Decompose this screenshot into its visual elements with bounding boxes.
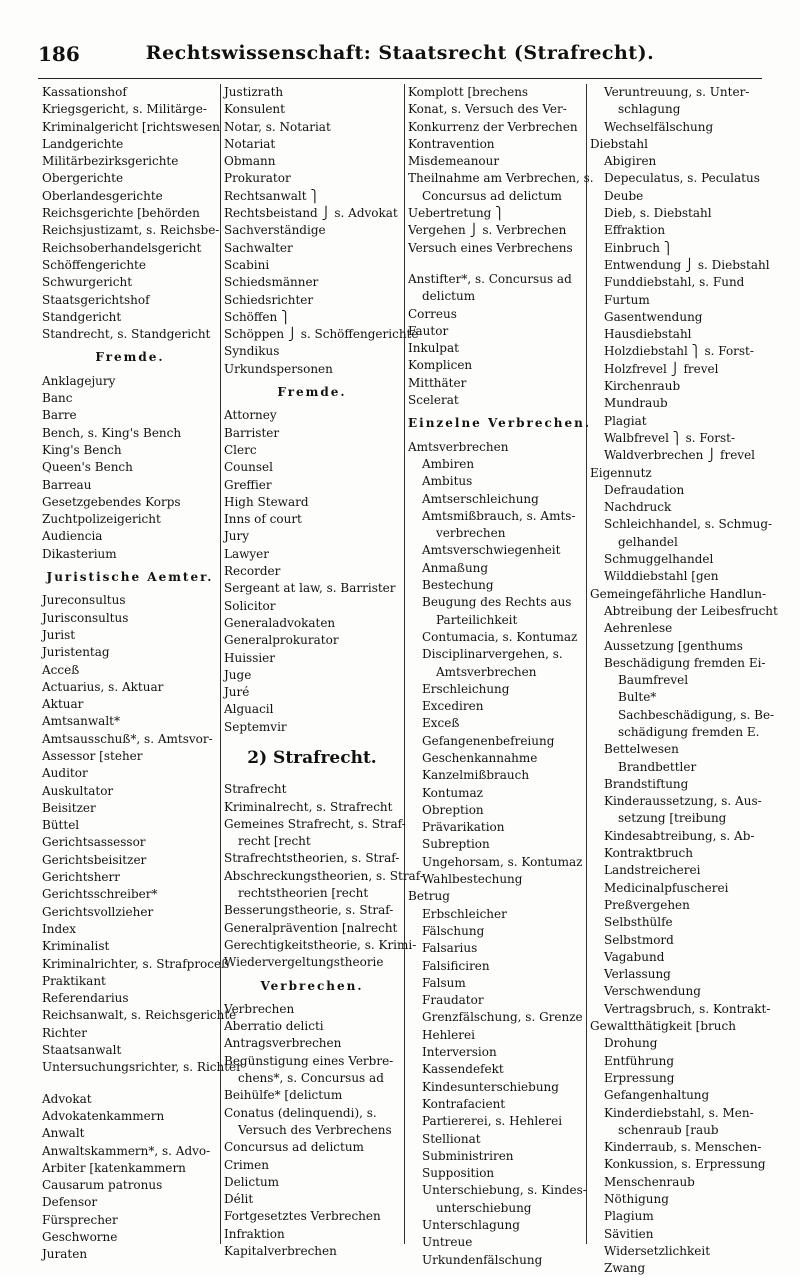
index-entry: Amtsausschuß*, s. Amtsvor-	[42, 731, 213, 746]
index-entry: Amtsverbrechen	[436, 664, 537, 679]
index-entry: Dieb, s. Diebstahl	[604, 206, 712, 221]
index-entry: Nöthigung	[604, 1192, 669, 1206]
index-entry: Ambitus	[422, 474, 473, 489]
index-entry: Defraudation	[604, 482, 685, 497]
index-entry: Konkurrenz der Verbrechen	[408, 119, 578, 134]
index-entry: Wechselfälschung	[604, 119, 714, 134]
index-entry: Antragsverbrechen	[224, 1036, 342, 1051]
index-entry: Gefangenhaltung	[604, 1088, 710, 1103]
index-entry: Abigiren	[604, 154, 657, 169]
index-entry: Kinderdiebstahl, s. Men-	[604, 1105, 754, 1120]
index-entry: Defensor	[42, 1195, 98, 1210]
index-entry: Baumfrevel	[618, 673, 689, 688]
index-entry: Causarum patronus	[42, 1178, 163, 1193]
index-entry: Huissier	[224, 650, 276, 665]
index-entry: Septemvir	[224, 719, 287, 734]
index-entry: rechtstheorien [recht	[238, 886, 369, 901]
index-entry: Audiencia	[42, 529, 103, 544]
index-entry: Eigennutz	[590, 465, 652, 480]
index-entry: Staatsgerichtshof	[42, 292, 150, 307]
index-entry: Queen's Bench	[42, 460, 133, 475]
index-entry: Beugung des Rechts aus	[422, 595, 572, 610]
index-entry: Veruntreuung, s. Unter-	[604, 85, 750, 99]
index-entry: Einbruch ⎫	[604, 240, 673, 255]
index-entry: Amtsanwalt*	[42, 714, 120, 729]
index-entry: Rechtsbeistand ⎭ s. Advokat	[224, 206, 398, 221]
index-entry: Amtsverschwiegenheit	[422, 543, 561, 558]
index-entry: Hausdiebstahl	[604, 327, 692, 342]
index-entry: Advokat	[42, 1091, 92, 1106]
index-entry: Urkundenfälschung	[422, 1252, 543, 1267]
index-entry: Begünstigung eines Verbre-	[224, 1053, 394, 1068]
index-entry: Wiedervergeltungstheorie	[224, 955, 384, 970]
index-entry: Vertragsbruch, s. Kontrakt-	[604, 1001, 771, 1016]
index-entry: Kassendefekt	[422, 1062, 504, 1077]
index-entry: Interversion	[422, 1045, 497, 1060]
index-entry: Solicitor	[224, 598, 276, 613]
index-entry: Entführung	[604, 1053, 675, 1068]
index-entry: Kontravention	[408, 136, 495, 151]
index-entry: Plagiat	[604, 413, 647, 428]
index-entry: Auskultator	[42, 783, 114, 798]
index-entry: Schiedsmänner	[224, 275, 319, 290]
index-entry: Menschenraub	[604, 1174, 695, 1189]
index-entry: Sachbeschädigung, s. Be-	[618, 707, 775, 722]
index-entry: Grenzfälschung, s. Grenze	[422, 1010, 583, 1025]
index-entry: Reichsgerichte [behörden	[42, 206, 200, 221]
index-entry: Falsum	[422, 975, 466, 990]
index-entry: Wahlbestechung	[422, 872, 523, 887]
index-entry: Notariat	[224, 136, 276, 151]
index-entry: Unterschlagung	[422, 1218, 520, 1232]
index-entry: Abtreibung der Leibesfrucht	[604, 603, 778, 618]
index-entry: Jureconsultus	[42, 593, 126, 608]
index-entry: Brandbettler	[618, 759, 697, 774]
index-entry: Jurisconsultus	[42, 610, 129, 625]
index-entry: Anwalt	[42, 1126, 85, 1141]
index-entry: Syndikus	[224, 344, 280, 359]
index-entry: Kontraktbruch	[604, 846, 693, 861]
index-entry: Prokurator	[224, 171, 291, 186]
index-entry: Stellionat	[422, 1131, 481, 1146]
section-heading: 2) Strafrecht.	[247, 747, 377, 768]
index-entry: Attorney	[224, 408, 277, 423]
index-entry: Supposition	[422, 1166, 495, 1181]
section-heading: Fremde.	[277, 385, 347, 400]
index-entry: Gewaltthätigkeit [bruch	[590, 1019, 736, 1034]
index-entry: Banc	[42, 391, 73, 406]
index-entry: Amtserschleichung	[422, 491, 539, 506]
index-entry: Kriminalrecht, s. Strafrecht	[224, 799, 393, 814]
index-entry: Sävitien	[604, 1226, 654, 1241]
index-entry: Crimen	[224, 1157, 269, 1172]
index-entry: Diebstahl	[590, 136, 648, 151]
index-entry: Schöffengerichte	[42, 257, 146, 272]
index-entry: Greffier	[224, 477, 272, 492]
index-entry: Unterschiebung, s. Kindes-	[422, 1183, 587, 1198]
index-entry: Bulte*	[618, 690, 657, 705]
index-entry: Kassationshof	[42, 85, 127, 99]
index-entry: Inkulpat	[408, 341, 459, 356]
index-entry: Uebertretung ⎫	[408, 206, 505, 221]
index-entry: Ambiren	[422, 456, 475, 471]
column-4	[590, 84, 778, 1276]
index-entry: Beisitzer	[42, 800, 96, 815]
index-entry: King's Bench	[42, 442, 122, 457]
index-entry: Juraten	[42, 1247, 88, 1262]
index-entry: Jurist	[42, 627, 76, 642]
column-divider	[404, 84, 405, 1244]
index-entry: Komplott [brechens	[408, 85, 529, 99]
section-heading: Einzelne Verbrechen.	[408, 416, 592, 431]
index-entry: Notar, s. Notariat	[224, 119, 331, 134]
index-entry: Landgerichte	[42, 136, 124, 151]
page-header	[38, 42, 762, 72]
index-entry: Generaladvokaten	[224, 615, 336, 630]
index-entry: Juristentag	[42, 645, 110, 660]
index-entry: Betrug	[408, 889, 450, 904]
index-entry: Gerichtsschreiber*	[42, 887, 158, 902]
index-entry: Kontumaz	[422, 785, 484, 800]
index-entry: Délit	[224, 1192, 254, 1207]
index-entry: Depeculatus, s. Peculatus	[604, 171, 760, 186]
section-heading: Verbrechen.	[260, 978, 364, 993]
index-entry: Drohung	[604, 1036, 658, 1051]
index-entry: Schwurgericht	[42, 275, 133, 290]
index-entry: Kapitalverbrechen	[224, 1244, 337, 1258]
index-entry: Schöppen ⎭ s. Schöffengerichte	[224, 327, 419, 342]
page-number: 186	[38, 42, 80, 66]
index-entry: Reichsanwalt, s. Reichsgerichte	[42, 1008, 237, 1023]
column-3	[408, 84, 594, 1267]
index-entry: Fraudator	[422, 993, 484, 1008]
index-entry: Delictum	[224, 1174, 280, 1189]
index-entry: Anmaßung	[422, 560, 489, 575]
index-entry: Mundraub	[604, 396, 668, 411]
index-entry: Nachdruck	[604, 500, 672, 515]
page-title: Rechtswissenschaft: Staatsrecht (Strafrecht).	[145, 42, 655, 64]
index-entry: Beihülfe* [delictum	[224, 1088, 343, 1103]
index-entry: Besserungstheorie, s. Straf-	[224, 903, 394, 918]
index-entry: Barreau	[42, 477, 92, 492]
index-entry: Jury	[224, 529, 250, 544]
index-entry: Reichsjustizamt, s. Reichsbe-	[42, 223, 220, 238]
index-entry: Selbstmord	[604, 932, 674, 947]
index-entry: Kanzelmißbrauch	[422, 768, 530, 783]
index-entry: Alguacil	[224, 702, 274, 717]
index-entry: Ungehorsam, s. Kontumaz	[422, 854, 583, 869]
index-entry: Infraktion	[224, 1226, 285, 1241]
index-entry: Vagabund	[604, 949, 665, 964]
index-entry: Dikasterium	[42, 546, 117, 561]
index-entry: Landstreicherei	[604, 863, 701, 878]
index-entry: Aehrenlese	[604, 621, 673, 636]
index-entry: Juré	[224, 685, 250, 700]
index-entry: Versuch des Verbrechens	[238, 1122, 392, 1137]
index-entry: Reichsoberhandelsgericht	[42, 240, 202, 255]
index-entry: Fautor	[408, 323, 449, 338]
index-entry: Standgericht	[42, 309, 122, 324]
index-entry: Gerichtsassessor	[42, 835, 146, 850]
index-entry: Komplicen	[408, 358, 473, 373]
index-entry: Subministriren	[422, 1148, 514, 1163]
index-entry: Holzfrevel ⎭ frevel	[604, 361, 719, 376]
index-entry: Fürsprecher	[42, 1212, 118, 1227]
index-entry: Brandstiftung	[604, 776, 689, 791]
index-entry: Obreption	[422, 802, 484, 817]
index-entry: Gemeines Strafrecht, s. Straf-	[224, 816, 406, 831]
index-entry: Vergehen ⎭ s. Verbrechen	[408, 223, 567, 238]
index-entry: Excediren	[422, 699, 484, 714]
index-entry: Widersetzlichkeit	[604, 1243, 711, 1258]
index-entry: Mitthäter	[408, 375, 467, 390]
index-entry: Gerichtsherr	[42, 870, 120, 885]
index-entry: Index	[42, 921, 77, 936]
spacer	[42, 1077, 218, 1091]
index-entry: Assessor [steher	[42, 748, 143, 763]
index-entry: Concursus ad delictum	[224, 1140, 364, 1155]
index-entry: Auditor	[42, 766, 88, 781]
index-entry: Schmuggelhandel	[604, 552, 714, 567]
index-entry: Walbfrevel ⎫ s. Forst-	[604, 430, 736, 445]
index-entry: Zuchtpolizeigericht	[42, 512, 161, 527]
index-entry: Actuarius, s. Aktuar	[42, 679, 164, 694]
index-entry: Beschädigung fremden Ei-	[604, 655, 766, 670]
index-entry: Amtsmißbrauch, s. Amts-	[422, 508, 576, 523]
index-entry: Misdemeanour	[408, 154, 500, 169]
index-entry: Anklagejury	[42, 373, 116, 388]
index-entry: recht [recht	[238, 834, 311, 849]
index-entry: Effraktion	[604, 223, 666, 238]
index-entry: Konsulent	[224, 102, 285, 117]
text-columns	[38, 84, 778, 1276]
index-entry: Subreption	[422, 837, 490, 852]
index-entry: Plagium	[604, 1209, 654, 1224]
index-entry: Amtsverbrechen	[408, 439, 509, 454]
index-entry: Schöffen ⎫	[224, 309, 291, 324]
index-entry: Sachverständige	[224, 223, 326, 238]
index-entry: Aussetzung [genthums	[604, 638, 743, 653]
index-entry: verbrechen	[436, 526, 506, 541]
index-entry: Militärbezirksgerichte	[42, 154, 179, 169]
index-entry: Gefangenenbefreiung	[422, 733, 555, 748]
header-rule	[38, 78, 762, 79]
index-entry: Contumacia, s. Kontumaz	[422, 629, 578, 644]
index-entry: Standrecht, s. Standgericht	[42, 327, 211, 342]
index-entry: Schleichhandel, s. Schmug-	[604, 517, 773, 532]
index-entry: Acceß	[42, 662, 80, 677]
index-entry: Clerc	[224, 442, 257, 457]
section-heading: Juristische Aemter.	[46, 570, 214, 585]
index-entry: Praktikant	[42, 973, 106, 988]
index-entry: Selbsthülfe	[604, 915, 673, 930]
index-entry: chens*, s. Concursus ad	[238, 1071, 384, 1086]
index-entry: unterschiebung	[436, 1200, 532, 1215]
index-entry: Concursus ad delictum	[422, 188, 562, 203]
index-entry: Arbiter [katenkammern	[42, 1160, 186, 1175]
index-entry: Kinderraub, s. Menschen-	[604, 1140, 762, 1155]
section-heading: Fremde.	[95, 350, 165, 365]
index-entry: Konkussion, s. Erpressung	[604, 1157, 766, 1172]
index-entry: Disciplinarvergehen, s.	[422, 647, 563, 662]
index-entry: Hehlerei	[422, 1027, 475, 1042]
index-entry: Funddiebstahl, s. Fund	[604, 275, 745, 290]
index-entry: Barre	[42, 408, 77, 423]
index-entry: Bestechung	[422, 578, 494, 593]
index-entry: Counsel	[224, 460, 273, 475]
index-entry: Gasentwendung	[604, 309, 703, 324]
index-entry: Schiedsrichter	[224, 292, 314, 307]
index-entry: Untreue	[422, 1235, 473, 1250]
index-entry: Rechtsanwalt ⎫	[224, 188, 320, 203]
index-entry: Untersuchungsrichter, s. Richter	[42, 1060, 242, 1075]
index-entry: High Steward	[224, 494, 309, 509]
index-entry: Holzdiebstahl ⎫ s. Forst-	[604, 344, 754, 359]
index-entry: Deube	[604, 188, 644, 203]
index-entry: Aberratio delicti	[224, 1019, 324, 1034]
index-entry: Partiererei, s. Hehlerei	[422, 1114, 563, 1129]
index-entry: Falsarius	[422, 941, 478, 956]
index-entry: Justizrath	[224, 85, 284, 99]
index-entry: Obergerichte	[42, 171, 124, 186]
index-entry: Bench, s. King's Bench	[42, 425, 182, 440]
index-entry: schädigung fremden E.	[618, 724, 760, 739]
index-entry: Sergeant at law, s. Barrister	[224, 581, 396, 596]
index-entry: Sachwalter	[224, 240, 293, 255]
index-entry: Furtum	[604, 292, 650, 307]
index-entry: Preßvergehen	[604, 897, 690, 912]
index-entry: Recorder	[224, 564, 281, 579]
index-entry: Erbschleicher	[422, 906, 507, 921]
index-entry: Anwaltskammern*, s. Advo-	[42, 1143, 211, 1158]
index-entry: Anstifter*, s. Concursus ad	[408, 271, 572, 286]
column-2	[224, 84, 424, 1258]
index-entry: Correus	[408, 306, 457, 321]
index-entry: Kindesunterschiebung	[422, 1079, 559, 1094]
index-entry: schenraub [raub	[618, 1122, 719, 1137]
index-entry: Generalprävention [nalrecht	[224, 920, 398, 935]
index-entry: Kontrafacient	[422, 1096, 506, 1111]
index-entry: Gerichtsvollzieher	[42, 904, 154, 919]
index-entry: Gemeingefährliche Handlun-	[590, 586, 766, 601]
index-entry: Abschreckungstheorien, s. Straf-	[224, 868, 424, 883]
index-entry: Aktuar	[42, 697, 84, 712]
spacer	[408, 257, 584, 271]
index-entry: Entwendung ⎭ s. Diebstahl	[604, 257, 770, 272]
index-entry: Geschenkannahme	[422, 750, 538, 765]
index-entry: Theilnahme am Verbrechen, s.	[408, 171, 594, 186]
index-entry: Geschworne	[42, 1230, 118, 1244]
index-entry: Scabini	[224, 257, 270, 272]
index-entry: Verbrechen	[224, 1001, 295, 1016]
index-entry: Versuch eines Verbrechens	[408, 240, 573, 255]
index-entry: Juge	[224, 667, 252, 682]
index-entry: delictum	[422, 289, 476, 304]
index-entry: Advokatenkammern	[42, 1108, 165, 1123]
index-entry: setzung [treibung	[618, 811, 727, 826]
index-entry: Erschleichung	[422, 681, 510, 696]
index-entry: Richter	[42, 1025, 87, 1040]
index-entry: Urkundspersonen	[224, 361, 333, 376]
index-entry: Fortgesetztes Verbrechen	[224, 1209, 381, 1224]
index-entry: Strafrecht	[224, 782, 287, 797]
index-entry: Oberlandesgerichte	[42, 188, 163, 203]
index-entry: gelhandel	[618, 534, 678, 549]
index-entry: Medicinalpfuscherei	[604, 880, 729, 895]
index-entry: Verschwendung	[604, 984, 701, 999]
index-entry: Waldverbrechen ⎭ frevel	[604, 448, 756, 463]
index-entry: Kinderaussetzung, s. Aus-	[604, 794, 762, 809]
index-entry: Exceß	[422, 716, 460, 731]
index-entry: Erpressung	[604, 1070, 675, 1085]
index-entry: Bettelwesen	[604, 742, 679, 757]
index-entry: Gerechtigkeitstheorie, s. Krimi-	[224, 937, 417, 952]
index-entry: Wilddiebstahl [gen	[604, 569, 719, 584]
index-entry: Staatsanwalt	[42, 1043, 122, 1058]
index-entry: Strafrechtstheorien, s. Straf-	[224, 851, 400, 866]
index-entry: Fälschung	[422, 923, 485, 938]
index-entry: Inns of court	[224, 512, 302, 527]
index-entry: Zwang	[604, 1261, 646, 1276]
index-entry: Lawyer	[224, 546, 270, 561]
index-entry: Parteilichkeit	[436, 612, 518, 627]
index-entry: Kriminalgericht [richtswesen	[42, 119, 220, 134]
index-entry: Scelerat	[408, 393, 459, 408]
index-entry: Referendarius	[42, 991, 129, 1006]
index-entry: Conatus (delinquendi), s.	[224, 1105, 377, 1120]
column-divider	[586, 84, 587, 1244]
index-entry: Kirchenraub	[604, 379, 681, 394]
index-entry: Kindesabtreibung, s. Ab-	[604, 828, 755, 843]
index-entry: Büttel	[42, 818, 80, 833]
index-entry: Gesetzgebendes Korps	[42, 494, 181, 509]
index-entry: Verlassung	[604, 967, 671, 982]
index-entry: schlagung	[618, 102, 681, 117]
index-entry: Gerichtsbeisitzer	[42, 852, 147, 867]
index-entry: Kriegsgericht, s. Militärge-	[42, 102, 207, 117]
index-entry: Barrister	[224, 425, 280, 440]
index-entry: Obmann	[224, 154, 276, 169]
index-entry: Prävarikation	[422, 820, 505, 835]
index-entry: Konat, s. Versuch des Ver-	[408, 102, 567, 117]
index-entry: Kriminalist	[42, 939, 110, 954]
index-entry: Kriminalrichter, s. Strafproceß	[42, 956, 230, 971]
index-entry: Falsificiren	[422, 958, 490, 973]
index-entry: Generalprokurator	[224, 633, 339, 648]
